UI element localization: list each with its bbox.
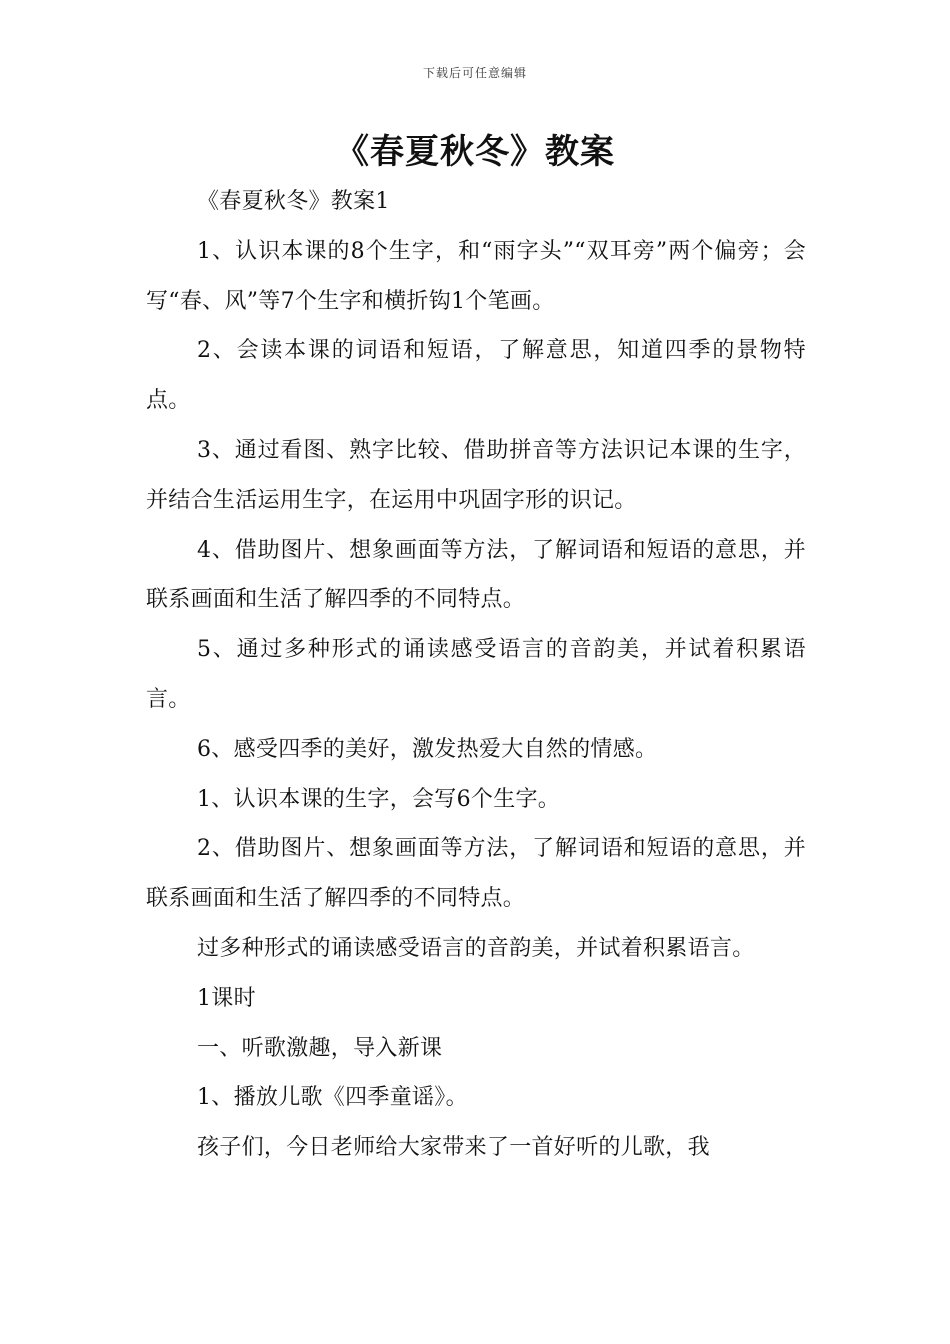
section-heading: 一、听歌激趣，导入新课 (197, 1035, 443, 1061)
document-body (146, 177, 806, 1173)
paragraph: 1课时 (197, 985, 256, 1011)
paragraph: 1、认识本课的8个生字，和“雨字头”“双耳旁”两个偏旁；会写“春、风”等7个生字和横折钩1个笔画。 (146, 238, 806, 314)
paragraph: 5、通过多种形式的诵读感受语言的音韵美，并试着积累语言。 (146, 637, 806, 712)
paragraph: 过多种形式的诵读感受语言的音韵美，并试着积累语言。 (197, 935, 755, 961)
paragraph: 孩子们，今日老师给大家带来了一首好听的儿歌，我 (197, 1135, 710, 1161)
paragraph: 4、借助图片、想象画面等方法，了解词语和短语的意思，并联系画面和生活了解四季的不同特点。 (146, 537, 806, 613)
paragraph: 3、通过看图、熟字比较、借助拼音等方法识记本课的生字，并结合生活运用生字，在运用中巩固字形的识记。 (146, 437, 806, 513)
paragraph: 2、会读本课的词语和短语，了解意思，知道四季的景物特点。 (146, 338, 806, 414)
header-note: 下载后可任意编辑 (422, 66, 527, 80)
paragraph: 1、播放儿歌《四季童谣》。 (197, 1085, 468, 1111)
paragraph: 2、借助图片、想象画面等方法，了解词语和短语的意思，并联系画面和生活了解四季的不同特点。 (146, 836, 806, 912)
paragraph: 6、感受四季的美好，激发热爱大自然的情感。 (197, 736, 658, 762)
paragraph: 1、认识本课的生字，会写6个生字。 (197, 786, 561, 812)
document-title: 《春夏秋冬》教案 (335, 132, 615, 172)
paragraph-subtitle: 《春夏秋冬》教案1 (197, 189, 390, 214)
